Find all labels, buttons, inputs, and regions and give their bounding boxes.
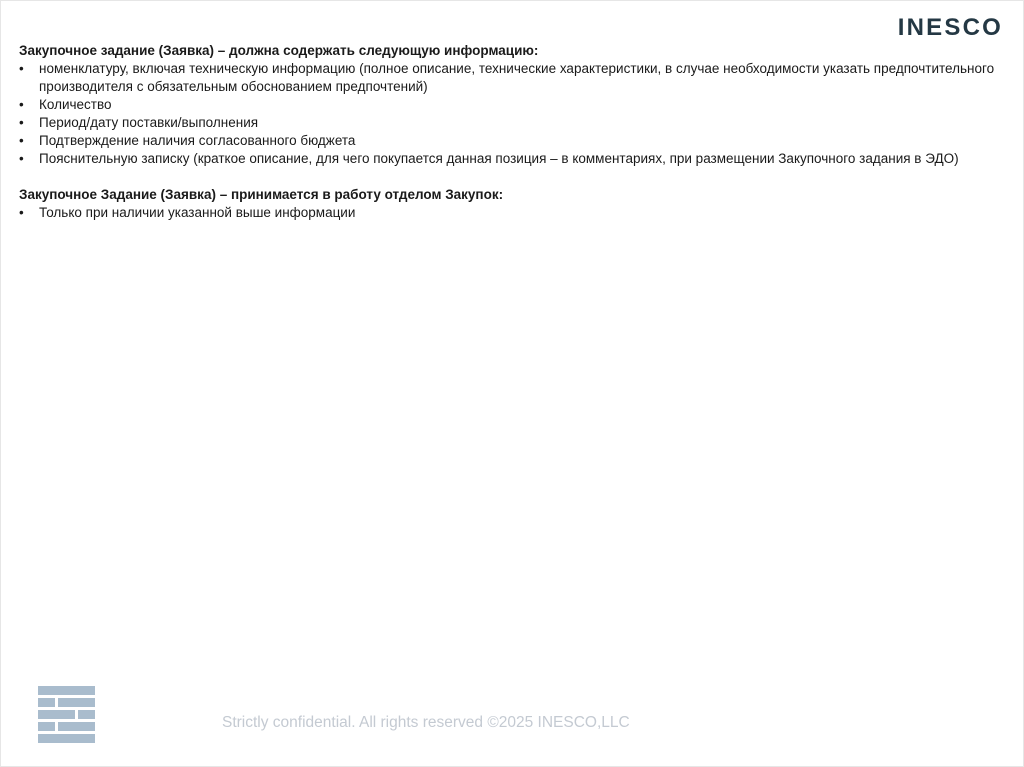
slide-body	[19, 42, 999, 222]
list-item	[19, 204, 999, 222]
bullet-icon: •	[19, 115, 24, 130]
list-item-text: Количество	[39, 97, 112, 112]
list-item	[19, 132, 999, 150]
section-heading-acceptance: Закупочное Задание (Заявка) – принимается в работу отделом Закупок:	[19, 187, 504, 202]
list-item	[19, 150, 999, 168]
bullet-icon: •	[19, 61, 24, 76]
bullet-icon: •	[19, 133, 24, 148]
list-item-text: Пояснительную записку (краткое описание, для чего покупается данная позиция – в комментариях, при размещении Закупочного задания в ЭДО)	[39, 151, 959, 166]
list-item-text: Только при наличии указанной выше информации	[39, 205, 356, 220]
bullet-icon: •	[19, 151, 24, 166]
company-logo: INESCO	[897, 14, 1003, 41]
bullet-icon: •	[19, 97, 24, 112]
list-item-text: Подтверждение наличия согласованного бюджета	[39, 133, 356, 148]
section-spacer	[19, 168, 999, 186]
section-heading-requirements: Закупочное задание (Заявка) – должна содержать следующую информацию:	[19, 43, 539, 58]
footer-confidentiality-note: Strictly confidential. All rights reserved ©2025 INESCO,LLC	[222, 714, 630, 731]
requirements-list	[19, 60, 999, 168]
list-item	[19, 60, 999, 96]
list-item-text: Период/дату поставки/выполнения	[39, 115, 259, 130]
list-item-text: номенклатуру, включая техническую информацию (полное описание, технические характеристики, в случае необходимости указать предпочтительного производителя с обязательным обоснованием предпочтений)	[39, 61, 995, 94]
acceptance-list	[19, 204, 999, 222]
bullet-icon: •	[19, 205, 24, 220]
list-item	[19, 114, 999, 132]
list-item	[19, 96, 999, 114]
inesco-brick-mark-icon	[38, 686, 95, 743]
